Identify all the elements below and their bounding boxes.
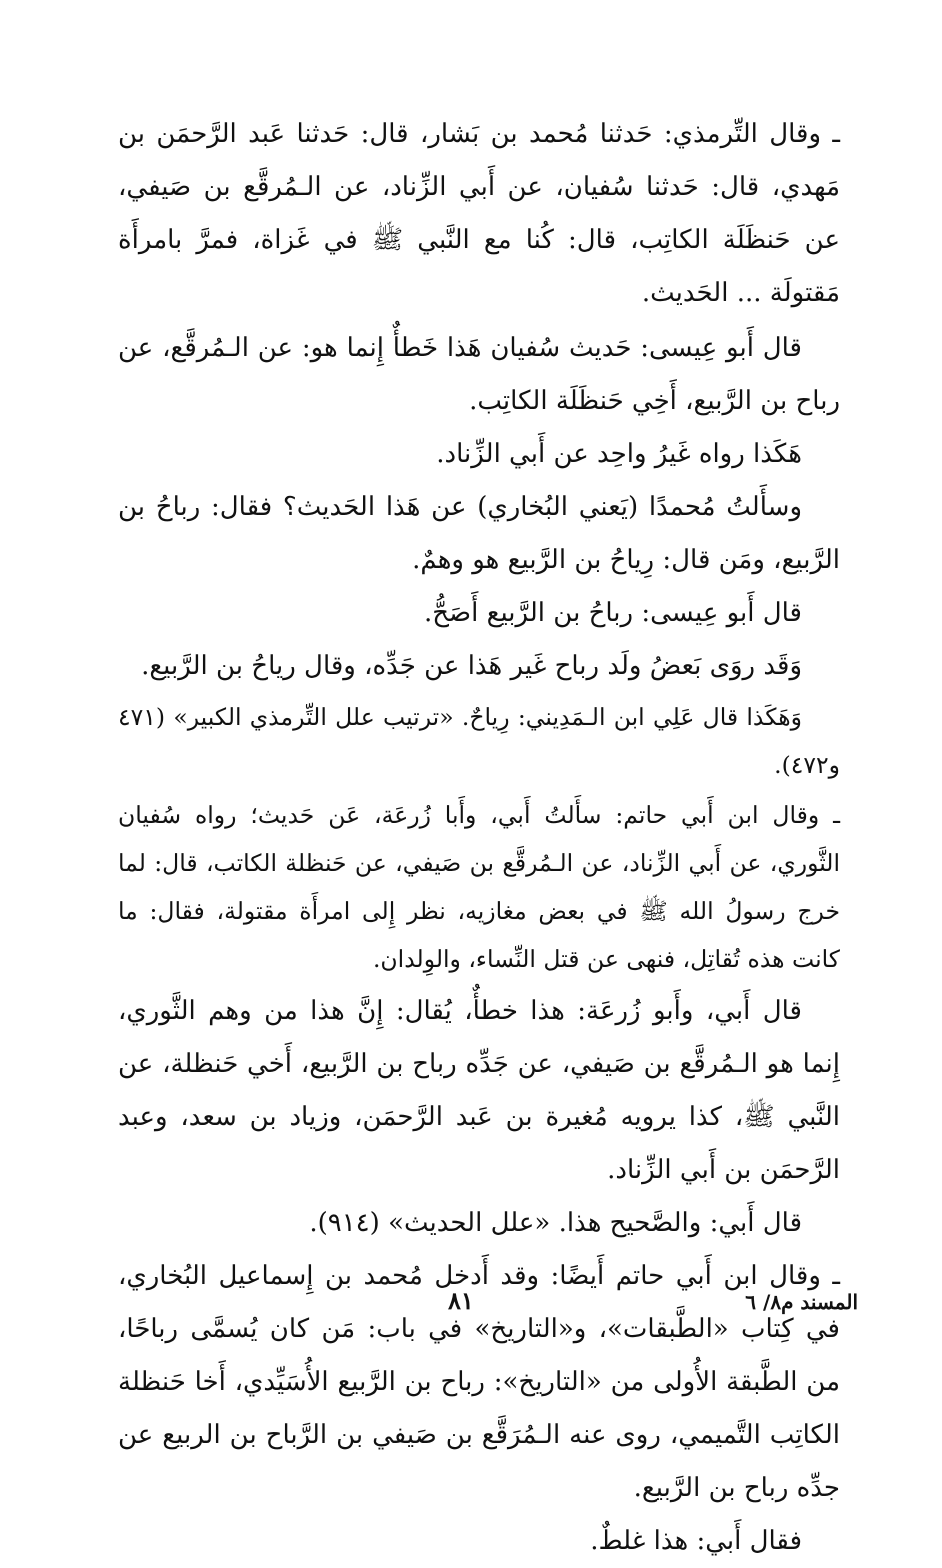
paragraph-rabah-correct: قال أَبو عِيسى: رباحُ بن الرَّبيع أَصَحُّ. xyxy=(424,598,802,628)
paragraph-abi-and-abu-zura: قال أَبي، وأَبو زُرعَة: هذا خطأٌ، يُقال: إِنَّ هذا من وهم الثَّوري، إِنما هو الـمُرقَّع بن صَيفي، عن جَدِّه رباح بن الرَّبيع، أَخي حَنظلة، عن النَّبي ﷺ، كذا يرويه مُغيرة بن عَبد الرَّحمَن، وزياد بن سعد، وعبد الرَّحمَن بن أَبي الزِّناد. xyxy=(118,996,840,1185)
page-number: ٨١ xyxy=(448,1286,474,1315)
paragraph-tirmidhi-isnad: ـ وقال التِّرمذي: حَدثنا مُحمد بن بَشار، قال: حَدثنا عَبد الرَّحمَن بن مَهدي، قال: حَدثنا سُفيان، عن أَبي الزِّناد، عن الـمُرقَّع بن صَيفي، عن حَنظَلَة الكاتِب، قال: كُنا مع النَّبي ﷺ في غَزاة، فمرَّ بامرأَة مَقتولَة ... الحَديث. xyxy=(118,119,840,308)
paragraph-asked-bukhari: وسأَلتُ مُحمدًا (يَعني البُخاري) عن هَذا الحَديث؟ فقال: رباحُ بن الرَّبيع، ومَن قال: رِياحُ بن الرَّبيع هو وهمٌ. xyxy=(118,492,840,575)
paragraph-correct-one: قال أَبي: والصَّحيح هذا. «علل الحديث» (٩١٤). xyxy=(309,1208,802,1238)
paragraph-narrated-by-others: هَكَذا رواه غَيرُ واحِد عن أَبي الزِّناد. xyxy=(436,439,802,469)
paragraph-some-descendants: وَقَد روَى بَعضُ ولَد رباح غَير هَذا عن جَدِّه، وقال رياحُ بن الرَّبيع. xyxy=(141,651,802,681)
paragraph-this-is-error: فقال أَبي: هذا غلطٌ. xyxy=(590,1526,802,1556)
paragraph-ibn-abi-hatim: ـ وقال ابن أَبي حاتم: سأَلتُ أَبي، وأَبا زُرعَة، عَن حَديث؛ رواه سُفيان الثَّوري، عن أَبي الزِّناد، عن الـمُرقَّع بن صَيفي، عن حَنظلة الكاتب، قال: لما خرج رسولُ الله ﷺ في بعض مغازيه، نظر إِلى امرأَة مقتولة، فقال: ما كانت هذه تُقاتِل، فنهى عن قتل النِّساء، والوِلدان. xyxy=(118,801,840,973)
paragraph-abu-isa-comment: قال أَبو عِيسى: حَديث سُفيان هَذا خَطأٌ إِنما هو: عن الـمُرقَّع، عن رباح بن الرَّبيع، أَخِي حَنظَلَة الكاتِب. xyxy=(118,333,840,416)
signature-mark: المسند م٨/ ٦ xyxy=(745,1290,858,1314)
main-text xyxy=(118,108,840,1568)
paragraph-ibn-madini: وَهَكَذا قال عَلِي ابن الـمَدِيني: رِياحٌ. «ترتيب علل التِّرمذي الكبير» (٤٧١ و٤٧٢). xyxy=(118,703,840,779)
paragraph-ibn-abi-hatim-also: ـ وقال ابن أَبي حاتم أَيضًا: وقد أَدخل مُحمد بن إِسماعيل البُخاري، في كِتاب «الطَّبقات»، و«التاريخ» في باب: مَن كان يُسمَّى رباحًا، من الطَّبقة الأُولى من «التاريخ»: رباح بن الرَّبيع الأُسَيِّدي، أَخا حَنظلة الكاتِب التَّميمي، روى عنه الـمُرَقَّع بن صَيفي بن الرَّباح بن الربيع عن جدِّه رباح بن الرَّبيع. xyxy=(118,1261,840,1503)
